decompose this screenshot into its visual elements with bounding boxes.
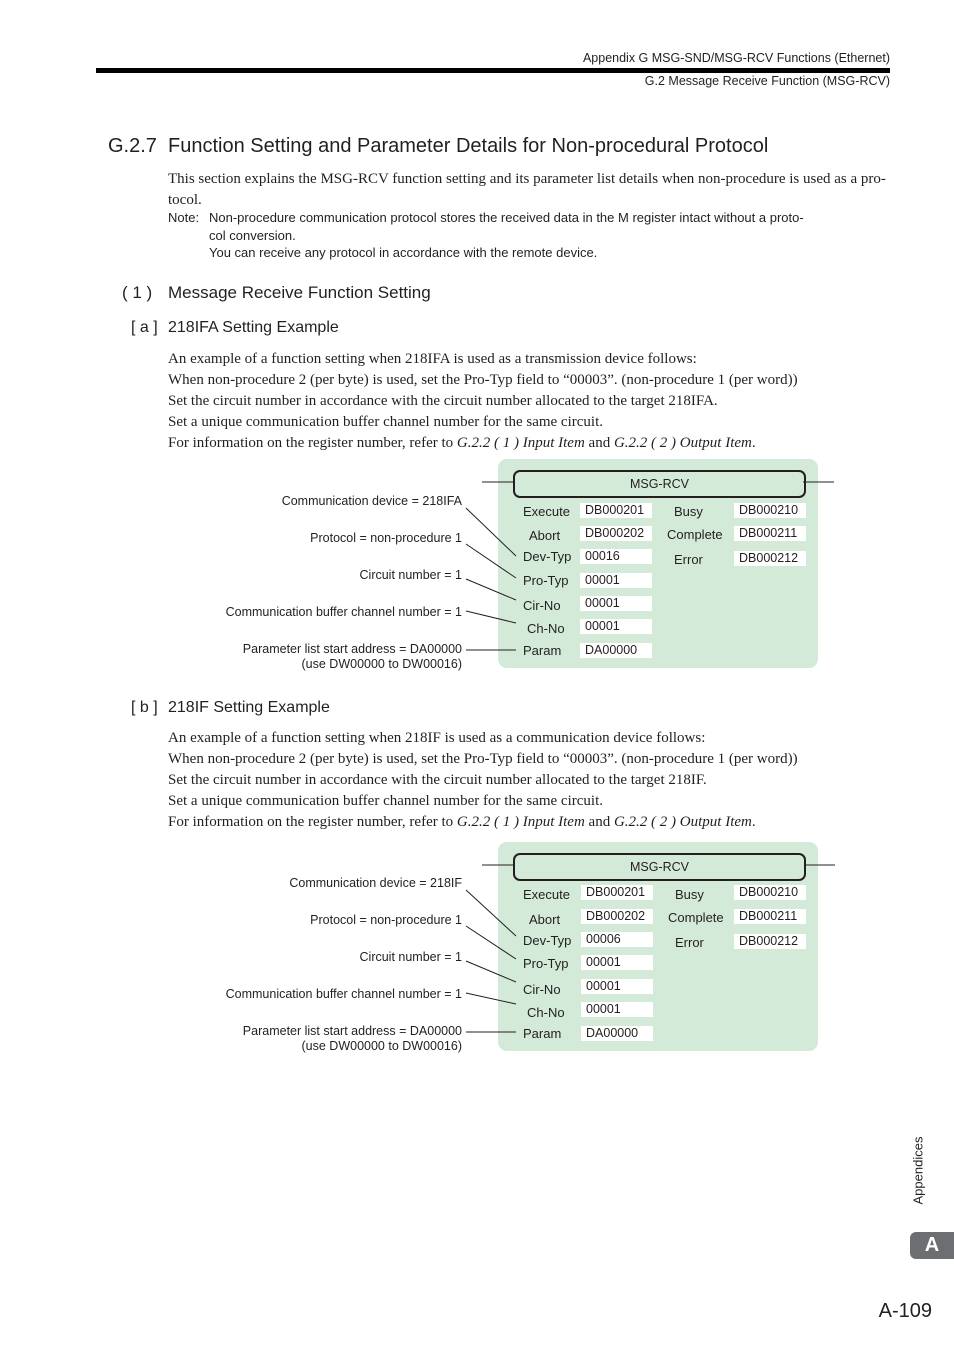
note-line-1: Non-procedure communication protocol stores the received data in the M register intact without a proto-: [209, 210, 804, 225]
input-item-ref: G.2.2 ( 1 ) Input Item: [456, 814, 585, 830]
block-b-busy-label: Busy: [675, 887, 704, 902]
block-b-execute-label: Execute: [523, 887, 570, 902]
subsection-1-title: Message Receive Function Setting: [168, 283, 431, 302]
block-a-chno-value: 00001: [580, 619, 652, 634]
ref-and: and: [584, 435, 614, 451]
label-a-channel: Communication buffer channel number = 1: [225, 605, 462, 619]
example-b-line-1: An example of a function setting when 218IF is used as a communication device follows:: [168, 730, 706, 746]
example-a-line-1: An example of a function setting when 218IFA is used as a transmission device follows:: [168, 351, 697, 367]
block-b-abort-label: Abort: [529, 912, 561, 927]
block-a-busy-label: Busy: [674, 504, 703, 519]
block-a-cirno-label: Cir-No: [523, 598, 561, 613]
intro-line-1: This section explains the MSG-RCV function setting and its parameter list details when non-procedure is used as a pro-: [168, 171, 886, 187]
block-b-execute-value: DB000201: [581, 885, 653, 900]
example-a-line-4: Set a unique communication buffer channel number for the same circuit.: [168, 414, 603, 430]
block-a-error-value: DB000212: [734, 551, 806, 566]
ref-lead: For information on the register number, refer to: [168, 435, 457, 451]
block-b-protyp-value: 00001: [581, 955, 653, 970]
block-b-complete-value: DB000211: [734, 909, 806, 924]
example-b-marker: [ b ]: [131, 699, 158, 716]
block-a-protyp-label: Pro-Typ: [523, 573, 569, 588]
block-a-param-label: Param: [523, 643, 562, 658]
block-a-error-label: Error: [674, 552, 703, 567]
example-b-title: 218IF Setting Example: [168, 699, 330, 716]
block-a-abort-value: DB000202: [580, 526, 652, 541]
ref-end: .: [751, 814, 756, 830]
section-title: Function Setting and Parameter Details for Non-procedural Protocol: [168, 135, 769, 157]
block-b-protyp-label: Pro-Typ: [523, 956, 569, 971]
label-b-protocol: Protocol = non-procedure 1: [310, 913, 462, 927]
ref-lead: For information on the register number, refer to: [168, 814, 457, 830]
block-b-param-value: DA00000: [581, 1026, 653, 1041]
block-b-devtyp-value: 00006: [581, 932, 653, 947]
ref-end: .: [751, 435, 756, 451]
block-b-cirno-value: 00001: [581, 979, 653, 994]
block-b-chno-label: Ch-No: [527, 1005, 565, 1020]
block-a-devtyp-value: 00016: [580, 549, 652, 564]
subsection-1-marker: ( 1 ): [122, 283, 153, 302]
leader-a-circuit: [466, 579, 516, 600]
block-b-error-label: Error: [675, 935, 704, 950]
block-a-execute-value: DB000201: [580, 503, 652, 518]
input-item-ref: G.2.2 ( 1 ) Input Item: [456, 435, 585, 451]
label-a-device: Communication device = 218IFA: [281, 494, 462, 508]
block-a-param-value: DA00000: [580, 643, 652, 658]
output-item-ref: G.2.2 ( 2 ) Output Item: [613, 435, 752, 451]
example-a-marker: [ a ]: [131, 319, 158, 336]
running-header-chapter: Appendix G MSG-SND/MSG-RCV Functions (Ethernet): [582, 51, 890, 65]
block-b-param-label: Param: [523, 1026, 562, 1041]
leader-b-protocol: [466, 926, 516, 959]
block-b-chno-value: 00001: [581, 1002, 653, 1017]
example-a-line-3: Set the circuit number in accordance with the circuit number allocated to the target 218IFA.: [168, 393, 718, 409]
leader-b-circuit: [466, 961, 516, 982]
leader-b-device: [466, 890, 516, 936]
page-number: A-109: [878, 1300, 932, 1322]
side-tab-label: Appendices: [910, 1136, 926, 1205]
diagram-b-leaders: [0, 700, 954, 1100]
output-item-ref: G.2.2 ( 2 ) Output Item: [613, 814, 752, 830]
block-b-complete-label: Complete: [668, 910, 724, 925]
block-a-cirno-value: 00001: [580, 596, 652, 611]
block-b-abort-value: DB000202: [581, 909, 653, 924]
example-b-line-3: Set the circuit number in accordance with the circuit number allocated to the target 218IF.: [168, 772, 707, 788]
running-header-section: G.2 Message Receive Function (MSG-RCV): [644, 74, 890, 88]
example-a-title: 218IFA Setting Example: [168, 319, 339, 336]
block-a-abort-label: Abort: [529, 528, 561, 543]
leader-b-channel: [466, 993, 516, 1004]
example-b-line-2: When non-procedure 2 (per byte) is used, set the Pro-Typ field to “00003”. (non-procedure 1 (per word)): [168, 751, 798, 767]
block-a-title: MSG-RCV: [513, 470, 806, 498]
block-b-title: MSG-RCV: [513, 853, 806, 881]
label-b-circuit: Circuit number = 1: [359, 950, 462, 964]
label-b-param: Parameter list start address = DA00000: [242, 1024, 462, 1038]
leader-a-channel: [466, 611, 516, 623]
block-b-devtyp-label: Dev-Typ: [523, 933, 572, 948]
block-a-complete-label: Complete: [667, 527, 723, 542]
label-a-param: Parameter list start address = DA00000: [242, 642, 462, 656]
section-number: G.2.7: [108, 135, 157, 157]
note-line-3: You can receive any protocol in accordance with the remote device.: [209, 245, 598, 260]
label-b-channel: Communication buffer channel number = 1: [225, 987, 462, 1001]
block-a-complete-value: DB000211: [734, 526, 806, 541]
block-a-execute-label: Execute: [523, 504, 570, 519]
note-label: Note:: [168, 210, 200, 225]
block-b-cirno-label: Cir-No: [523, 982, 561, 997]
block-a-busy-value: DB000210: [734, 503, 806, 518]
block-b-error-value: DB000212: [734, 934, 806, 949]
example-b-line-4: Set a unique communication buffer channel number for the same circuit.: [168, 793, 603, 809]
label-b-param-range: (use DW00000 to DW00016): [301, 1039, 462, 1053]
side-tab-letter: A: [910, 1232, 954, 1259]
block-a-protyp-value: 00001: [580, 573, 652, 588]
example-a-line-2: When non-procedure 2 (per byte) is used, set the Pro-Typ field to “00003”. (non-procedure 1 (per word)): [168, 372, 798, 388]
label-a-protocol: Protocol = non-procedure 1: [310, 531, 462, 545]
note-line-2: col conversion.: [209, 227, 296, 243]
ref-and: and: [584, 814, 614, 830]
label-b-device: Communication device = 218IF: [289, 876, 462, 890]
block-a-devtyp-label: Dev-Typ: [523, 549, 572, 564]
block-b-busy-value: DB000210: [734, 885, 806, 900]
intro-line-2: tocol.: [168, 192, 202, 208]
block-a-chno-label: Ch-No: [527, 621, 565, 636]
label-a-circuit: Circuit number = 1: [359, 568, 462, 582]
label-a-param-range: (use DW00000 to DW00016): [301, 657, 462, 671]
